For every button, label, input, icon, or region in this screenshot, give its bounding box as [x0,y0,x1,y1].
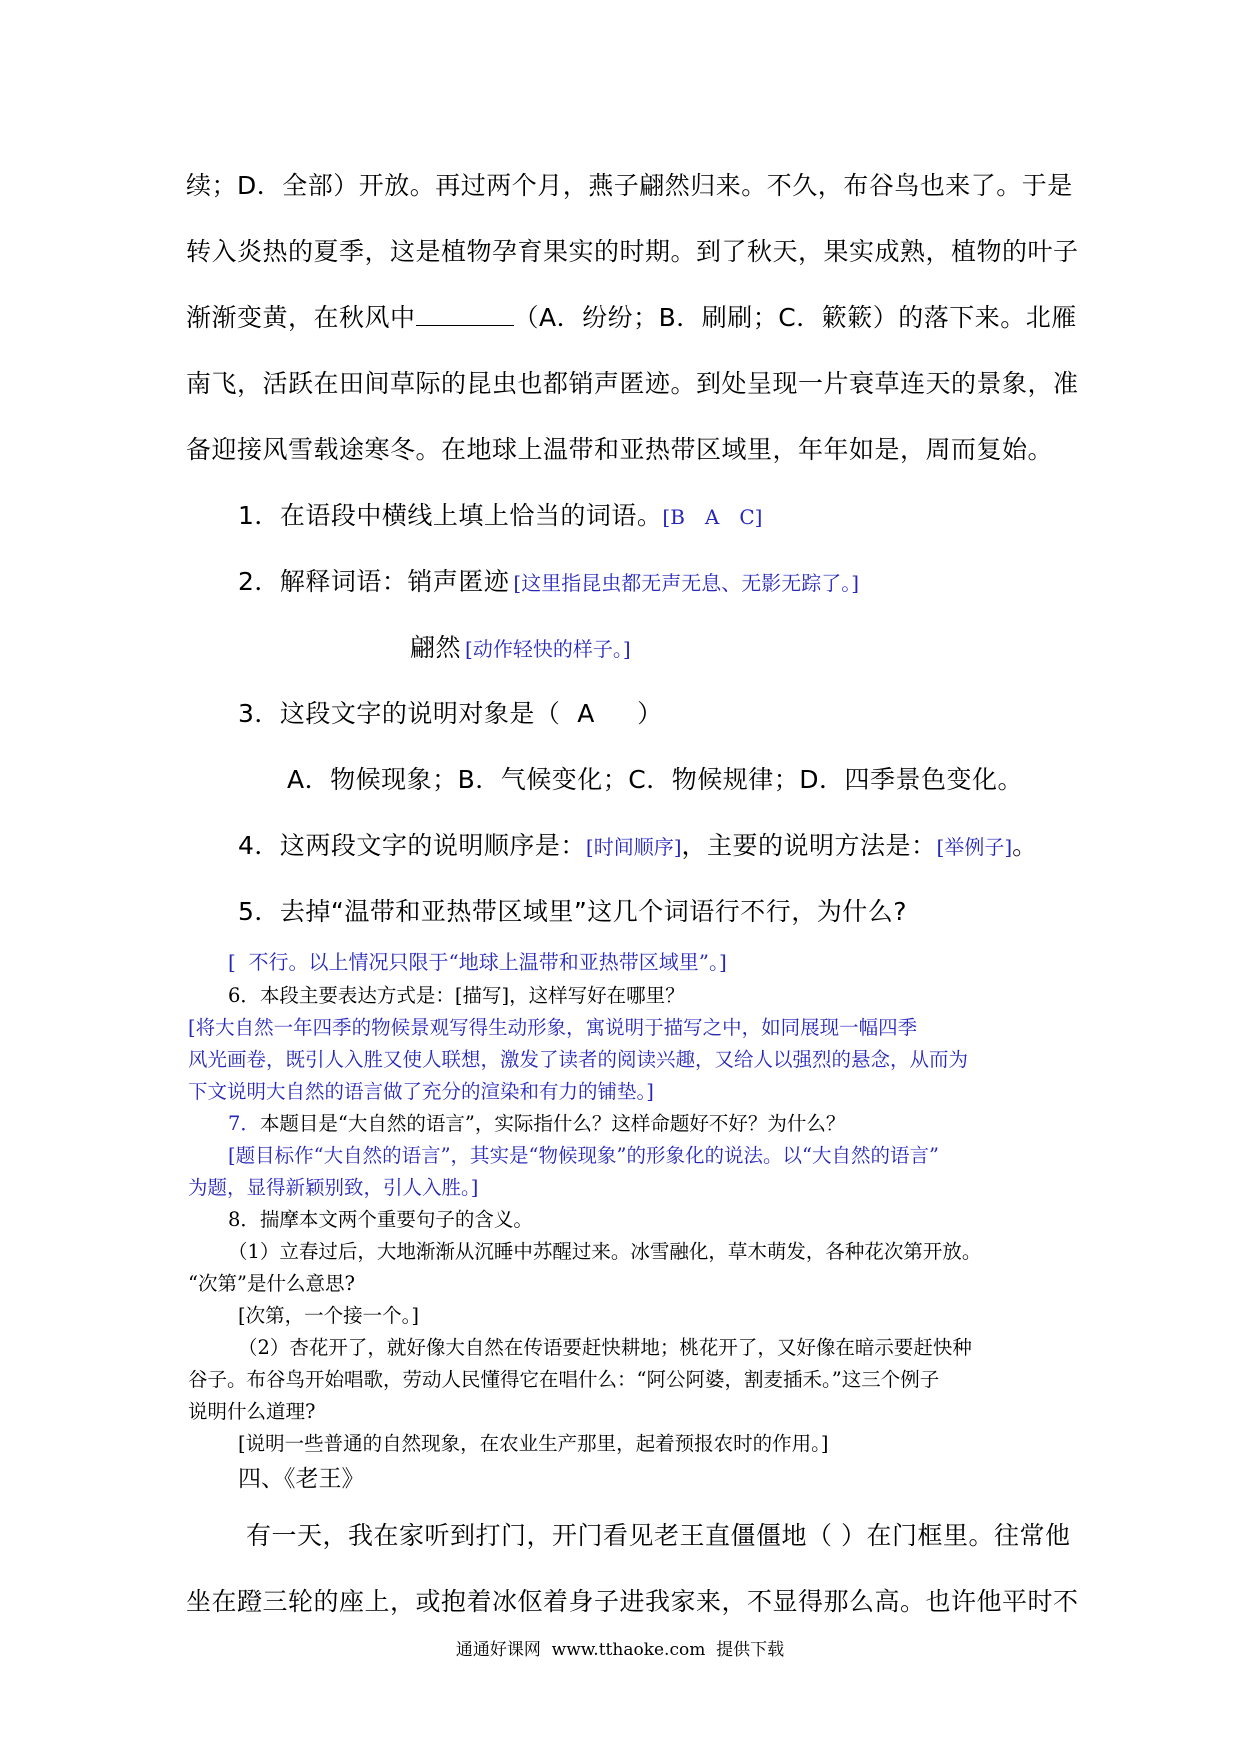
question-3-text: 3．这段文字的说明对象是（ A ） [238,699,663,728]
question-7-body: 本题目是“大自然的语言”，实际指什么？这样命题好不好？为什么？ [259,1112,846,1135]
question-5-text: 5．去掉“温带和亚热带区域里”这几个词语行不行，为什么? [238,897,908,926]
question-1-text: 1．在语段中横线上填上恰当的词语。 [238,501,663,530]
question-8-sentence-2-answer: [说明一些普通的自然现象，在农业生产那里，起着预报农时的作用。] [238,1432,829,1455]
question-8-sentence-2-line-3: 说明什么道理? [188,1400,316,1423]
question-4-text-a: 4．这两段文字的说明顺序是： [238,831,586,860]
question-2-answer: [这里指昆虫都无声无息、无影无踪了。] [513,571,860,595]
paragraph-line-5: 备迎接风雪载途寒冬。在地球上温带和亚热带区域里，年年如是，周而复始。 [186,435,1054,464]
section-4-title: 四、《老王》 [238,1466,365,1492]
paragraph-line-1: 续；D．全部）开放。再过两个月，燕子翩然归来。不久，布谷鸟也来了。于是 [186,171,1073,200]
question-6-answer-line-2: 风光画卷，既引人入胜又使人联想，激发了读者的阅读兴趣，又给人以强烈的悬念，从而为 [188,1048,969,1071]
question-2 [238,562,859,598]
question-8-sentence-1-line-2: “次第”是什么意思? [188,1272,355,1295]
question-8-sentence-1-answer: [次第，一个接一个。] [238,1304,419,1327]
section-4-line-2: 坐在蹬三轮的座上，或抱着冰伛着身子进我家来，不显得那么高。也许他平时不 [186,1587,1079,1616]
fill-in-blank [416,303,514,326]
paragraph-line-3-end: （A．纷纷；B．刷刷；C．簌簌）的落下来。北雁 [513,303,1077,332]
question-7-number: 7． [228,1112,260,1135]
question-6-answer-line-1: [将大自然一年四季的物候景观写得生动形象，寓说明于描写之中，如同展现一幅四季 [188,1016,918,1039]
question-4-answer-2: [举例子] [936,835,1013,859]
paragraph-line-3 [186,298,1077,334]
question-6-text: 6．本段主要表达方式是：[描写]，这样写好在哪里？ [228,984,685,1007]
page-footer: 通通好课网 www.tthaoke.com 提供下载 [455,1640,785,1660]
question-8-text: 8．揣摩本文两个重要句子的含义。 [228,1208,533,1231]
question-1 [238,496,762,532]
question-4-text-b: ，主要的说明方法是： [681,831,937,860]
question-4 [238,826,1038,862]
question-2-text: 2．解释词语：销声匿迹 [238,567,510,596]
question-7-answer-line-1: [题目标作“大自然的语言”，其实是“物候现象”的形象化的说法。以“大自然的语言” [228,1144,939,1167]
question-3-options: A．物候现象；B．气候变化；C．物候规律；D．四季景色变化。 [287,765,1023,794]
paragraph-line-4: 南飞，活跃在田间草际的昆虫也都销声匿迹。到处呈现一片衰草连天的景象，准 [186,369,1079,398]
question-2-term-2 [410,628,631,664]
question-5-answer: [ 不行。以上情况只限于“地球上温带和亚热带区域里”。] [228,950,727,974]
question-1-answer: [B A C] [662,505,763,529]
question-7-answer-line-2: 为题，显得新颖别致，引人入胜。] [188,1176,479,1199]
question-4-answer-1: [时间顺序] [585,835,682,859]
question-6-answer-line-3: 下文说明大自然的语言做了充分的渲染和有力的铺垫。] [188,1080,654,1103]
question-8-sentence-2-line-2: 谷子。布谷鸟开始唱歌，劳动人民懂得它在唱什么：“阿公阿婆，割麦插禾。”这三个例子 [188,1368,940,1391]
question-8-sentence-1-line-1: （1）立春过后，大地渐渐从沉睡中苏醒过来。冰雪融化，草木萌发，各种花次第开放。 [228,1240,982,1263]
question-7-text [228,1108,845,1136]
paragraph-line-3-start: 渐渐变黄，在秋风中 [186,303,416,332]
paragraph-line-2: 转入炎热的夏季，这是植物孕育果实的时期。到了秋天，果实成熟，植物的叶子 [186,237,1079,266]
section-4-line-1: 有一天，我在家听到打门，开门看见老王直僵僵地（ ）在门框里。往常他 [246,1521,1071,1550]
question-4-text-c: 。 [1012,831,1038,860]
question-2-term-2-text: 翩然 [410,633,462,662]
question-8-sentence-2-line-1: （2）杏花开了，就好像大自然在传语要赶快耕地；桃花开了，又好像在暗示要赶快种 [238,1336,972,1359]
question-2-term-2-answer: [动作轻快的样子。] [465,637,631,661]
